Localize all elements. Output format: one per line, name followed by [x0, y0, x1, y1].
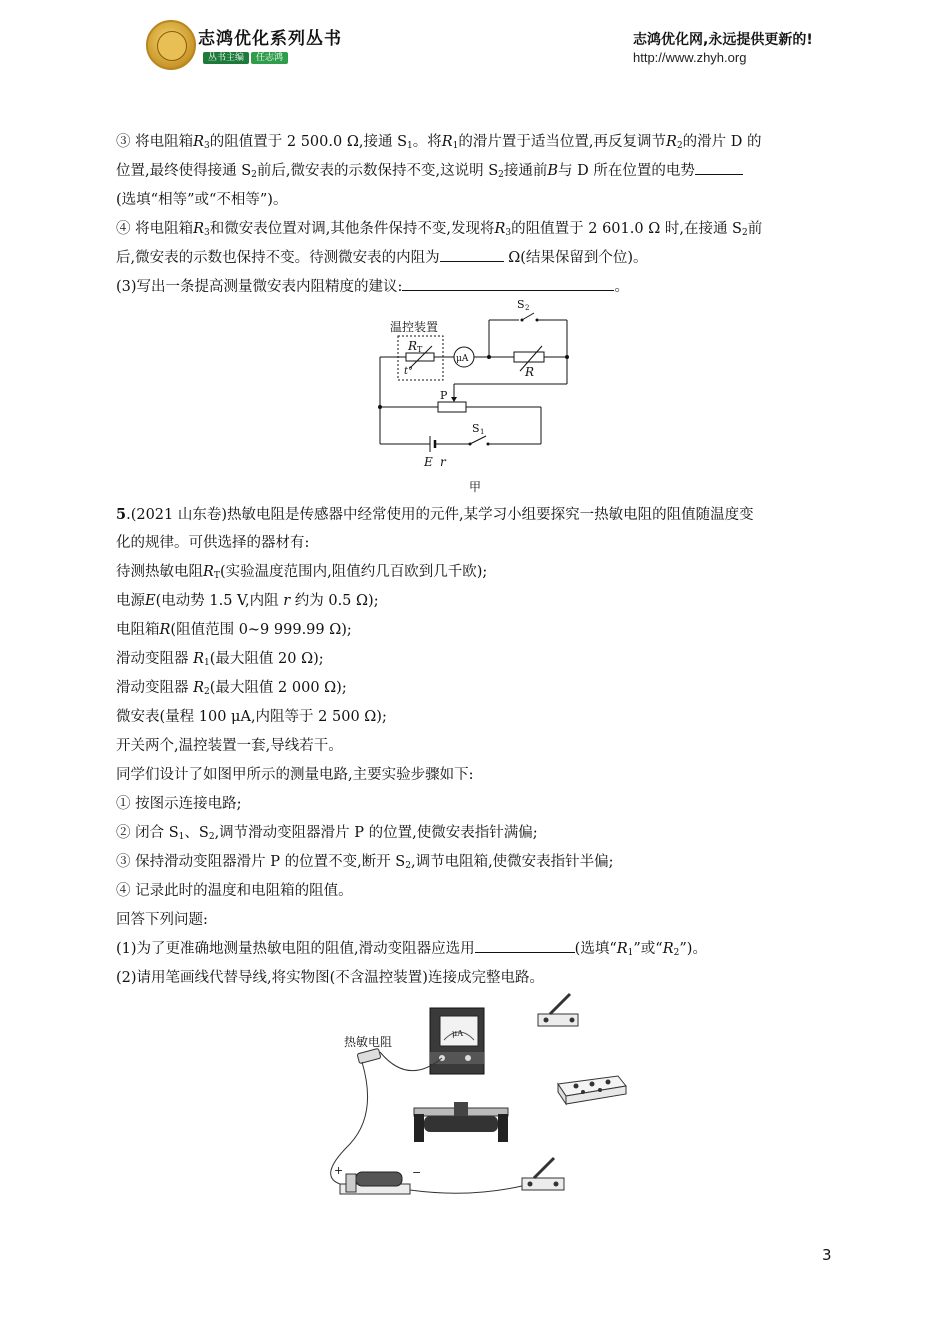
- microammeter[interactable]: [430, 1008, 484, 1074]
- svg-text:−: −: [412, 1166, 422, 1179]
- p5-item-misc: 开关两个,温控装置一套,导线若干。: [116, 738, 343, 754]
- svg-text:R: R: [525, 365, 535, 379]
- p5-design: 同学们设计了如图甲所示的测量电路,主要实验步骤如下:: [116, 767, 474, 783]
- circuit-diagram-jia: [374, 296, 574, 496]
- step4-line1: ④ 将电阻箱$R_3$和微安表位置对调,其他条件保持不变,发现将$R_3$的阻值置于 2 601.0 Ω 时,在接通 $S_2$前: [116, 221, 763, 238]
- problem-5: [116, 500, 836, 993]
- step3-line1: ③ 将电阻箱$R_3$的阻值置于 2 500.0 Ω,接通 $S_1$。将$R_1$的滑片置于适当位置,再反复调节$R_2$的滑片 D 的: [116, 134, 762, 151]
- header-url[interactable]: http://www.zhyh.org: [633, 50, 747, 65]
- figure-caption: 甲: [469, 480, 482, 494]
- svg-text:R: R: [408, 339, 418, 353]
- apparatus-figure: [318, 986, 638, 1208]
- p5-item-thermistor: 待测热敏电阻$R_T$(实验温度范围内,阻值约几百欧到几千欧);: [116, 564, 488, 581]
- publisher-logo: [146, 20, 196, 70]
- p5-answer-intro: 回答下列问题:: [116, 912, 208, 928]
- p5-item-source: 电源E(电动势 1.5 V,内阻 r 约为 0.5 Ω);: [116, 593, 379, 609]
- p5-item-resistor-box: 电阻箱R(阻值范围 0~9 999.99 Ω);: [116, 622, 352, 638]
- knife-switch-s2[interactable]: [538, 994, 578, 1026]
- answer-blank-suggestion[interactable]: [402, 274, 614, 291]
- p5-q2: (2)请用笔画线代替导线,将实物图(不含温控装置)连接成完整电路。: [116, 970, 544, 986]
- answer-blank-resistance[interactable]: [440, 245, 504, 262]
- p5-item-microammeter: 微安表(量程 100 μA,内阻等于 2 500 Ω);: [116, 709, 387, 725]
- svg-text:r: r: [440, 455, 446, 469]
- svg-text:1: 1: [480, 428, 485, 436]
- page-body: [116, 128, 836, 302]
- series-editor: 丛书主编 任志鸿: [203, 50, 288, 63]
- p5-item-rheostat-r1: 滑动变阻器 $R_1$(最大阻值 20 Ω);: [116, 651, 324, 668]
- knife-switch-s1[interactable]: [522, 1158, 564, 1190]
- thermistor-label: 热敏电阻: [344, 1035, 393, 1049]
- series-title: 志鸿优化系列丛书: [198, 29, 342, 49]
- page-number: 3: [822, 1246, 832, 1264]
- svg-text:S: S: [517, 298, 525, 311]
- p5-step4: ④ 记录此时的温度和电阻箱的阻值。: [116, 883, 353, 899]
- svg-text:S: S: [472, 422, 480, 435]
- page-header: [0, 0, 950, 90]
- thermistor[interactable]: [357, 1048, 381, 1063]
- p5-intro-line2: 化的规律。可供选择的器材有:: [116, 535, 310, 551]
- svg-text:+: +: [334, 1164, 344, 1177]
- q3-line: (3)写出一条提高测量微安表内阻精度的建议: 。: [116, 273, 836, 302]
- resistance-box[interactable]: [558, 1076, 626, 1104]
- p5-step1: ① 按图示连接电路;: [116, 796, 242, 812]
- header-slogan: 志鸿优化网,永远提供更新的!: [633, 32, 813, 48]
- svg-text:E: E: [424, 455, 433, 469]
- svg-text:2: 2: [525, 304, 530, 312]
- step3-line2: 位置,最终使得接通 $S_2$前后,微安表的示数保持不变,这说明 $S_2$接通前B与 D 所在位置的电势: [116, 157, 836, 186]
- svg-text:T: T: [417, 345, 423, 354]
- rheostat[interactable]: [414, 1102, 508, 1142]
- p5-step3: ③ 保持滑动变阻器滑片 P 的位置不变,断开 $S_2$,调节电阻箱,使微安表指针半偏;: [116, 854, 614, 871]
- battery[interactable]: [334, 1164, 421, 1194]
- step4-line2: 后,微安表的示数也保持不变。待测微安表的内阻为 Ω(结果保留到个位)。: [116, 244, 836, 273]
- svg-text:t°: t°: [404, 366, 414, 377]
- step3-line3: (选填“相等”或“不相等”)。: [116, 192, 288, 208]
- temp-control-label: 温控装置: [390, 320, 439, 334]
- p5-intro-line1: 5.(2021 山东卷)热敏电阻是传感器中经常使用的元件,某学习小组要探究一热敏电阻的阻值随温度变: [116, 506, 754, 523]
- p5-step2: ② 闭合 $S_1$、$S_2$,调节滑动变阻器滑片 P 的位置,使微安表指针满偏;: [116, 825, 538, 842]
- microammeter-symbol: μA: [456, 354, 469, 364]
- answer-blank-rheostat[interactable]: [475, 936, 575, 953]
- svg-text:P: P: [440, 389, 448, 402]
- answer-blank-potential[interactable]: [695, 158, 743, 175]
- svg-text:μA: μA: [452, 1029, 463, 1038]
- p5-q1: (1)为了更准确地测量热敏电阻的阻值,滑动变阻器应选用 (选填“$R_1$”或“$R_2$”)。: [116, 935, 836, 964]
- p5-item-rheostat-r2: 滑动变阻器 $R_2$(最大阻值 2 000 Ω);: [116, 680, 347, 697]
